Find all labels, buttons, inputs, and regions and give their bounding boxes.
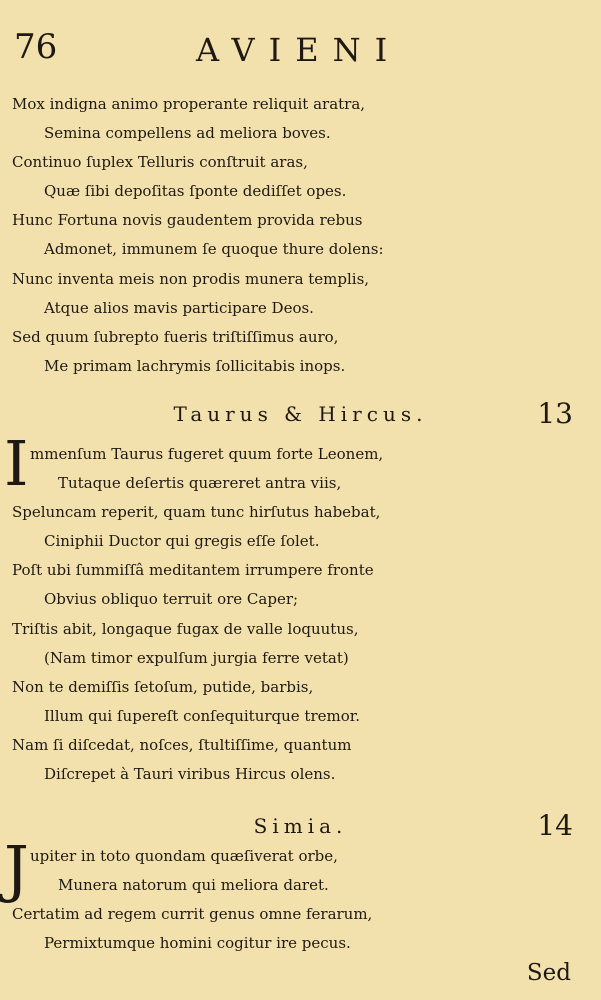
verse-line: mmenſum Taurus fugeret quum forte Leonem, (30, 445, 384, 463)
verse-line: Obvius obliquo terruit ore Caper; (44, 590, 299, 609)
fable-13-number: 13 (537, 397, 573, 430)
verse-line: Atque alios mavis participare Deos. (44, 298, 314, 317)
verse-line: Poſt ubi ſummiſſâ meditantem irrumpere fronte (12, 561, 374, 580)
verse-line: Munera natorum qui meliora daret. (58, 876, 329, 895)
fable-13-drop-cap: I (4, 427, 29, 500)
fable-13-verses (0, 440, 601, 789)
running-head (0, 28, 601, 72)
verse-line: Triſtis abit, longaque fugax de valle loquutus, (12, 619, 359, 638)
fable-14-title: Simia. (253, 814, 348, 838)
verse-line: Tutaque deſertis quæreret antra viis, (58, 474, 342, 493)
verse-line: Nam ſi diſcedat, noſces, ſtultiſſime, quantum (12, 735, 352, 754)
verse-line: upiter in toto quondam quæſiverat orbe, (30, 847, 338, 865)
verse-line: Sed quum ſubrepto fueris triſtiſſimus auro, (12, 327, 339, 346)
verse-line: Non te demiſſis ſetoſum, putide, barbis, (12, 677, 314, 696)
page-number: 76 (14, 27, 58, 67)
fable-14-drop-cap: J (4, 832, 29, 905)
previous-fable-ending (0, 90, 601, 381)
verse-line: (Nam timor expulſum jurgia ferre vetat) (44, 648, 349, 667)
fable-13-heading (0, 396, 601, 432)
verse-line: Semina compellens ad meliora boves. (44, 124, 331, 143)
verse-line: Diſcrepet à Tauri viribus Hircus olens. (44, 765, 336, 784)
running-title: AVIENI (196, 31, 402, 69)
catchword: Sed (526, 960, 571, 986)
verse-line: Me primam lachrymis ſollicitabis inops. (44, 356, 346, 375)
verse-line: Continuo ſuplex Telluris conſtruit aras, (12, 153, 308, 172)
verse-line: Quæ ſibi depoſitas ſponte dediſſet opes. (44, 182, 347, 201)
fable-14-number: 14 (537, 809, 573, 842)
fable-14-verses (0, 842, 601, 958)
verse-line: Permixtumque homini cogitur ire pecus. (44, 934, 351, 953)
verse-line: Ciniphii Ductor qui gregis eſſe ſolet. (44, 532, 320, 551)
verse-line: Certatim ad regem currit genus omne ferarum, (12, 905, 373, 924)
verse-line: Speluncam reperit, quam tunc hirſutus habebat, (12, 503, 381, 522)
fable-14-heading (0, 808, 601, 844)
verse-line: Admonet, immunem ſe quoque thure dolens: (44, 240, 384, 259)
verse-line: Hunc Fortuna novis gaudentem provida rebus (12, 211, 363, 230)
fable-13-title: Taurus & Hircus. (173, 402, 428, 426)
verse-line: Mox indigna animo properante reliquit aratra, (12, 95, 366, 113)
verse-line: Nunc inventa meis non prodis munera templis, (12, 269, 370, 288)
verse-line: Illum qui ſupereſt conſequiturque tremor. (44, 706, 361, 725)
